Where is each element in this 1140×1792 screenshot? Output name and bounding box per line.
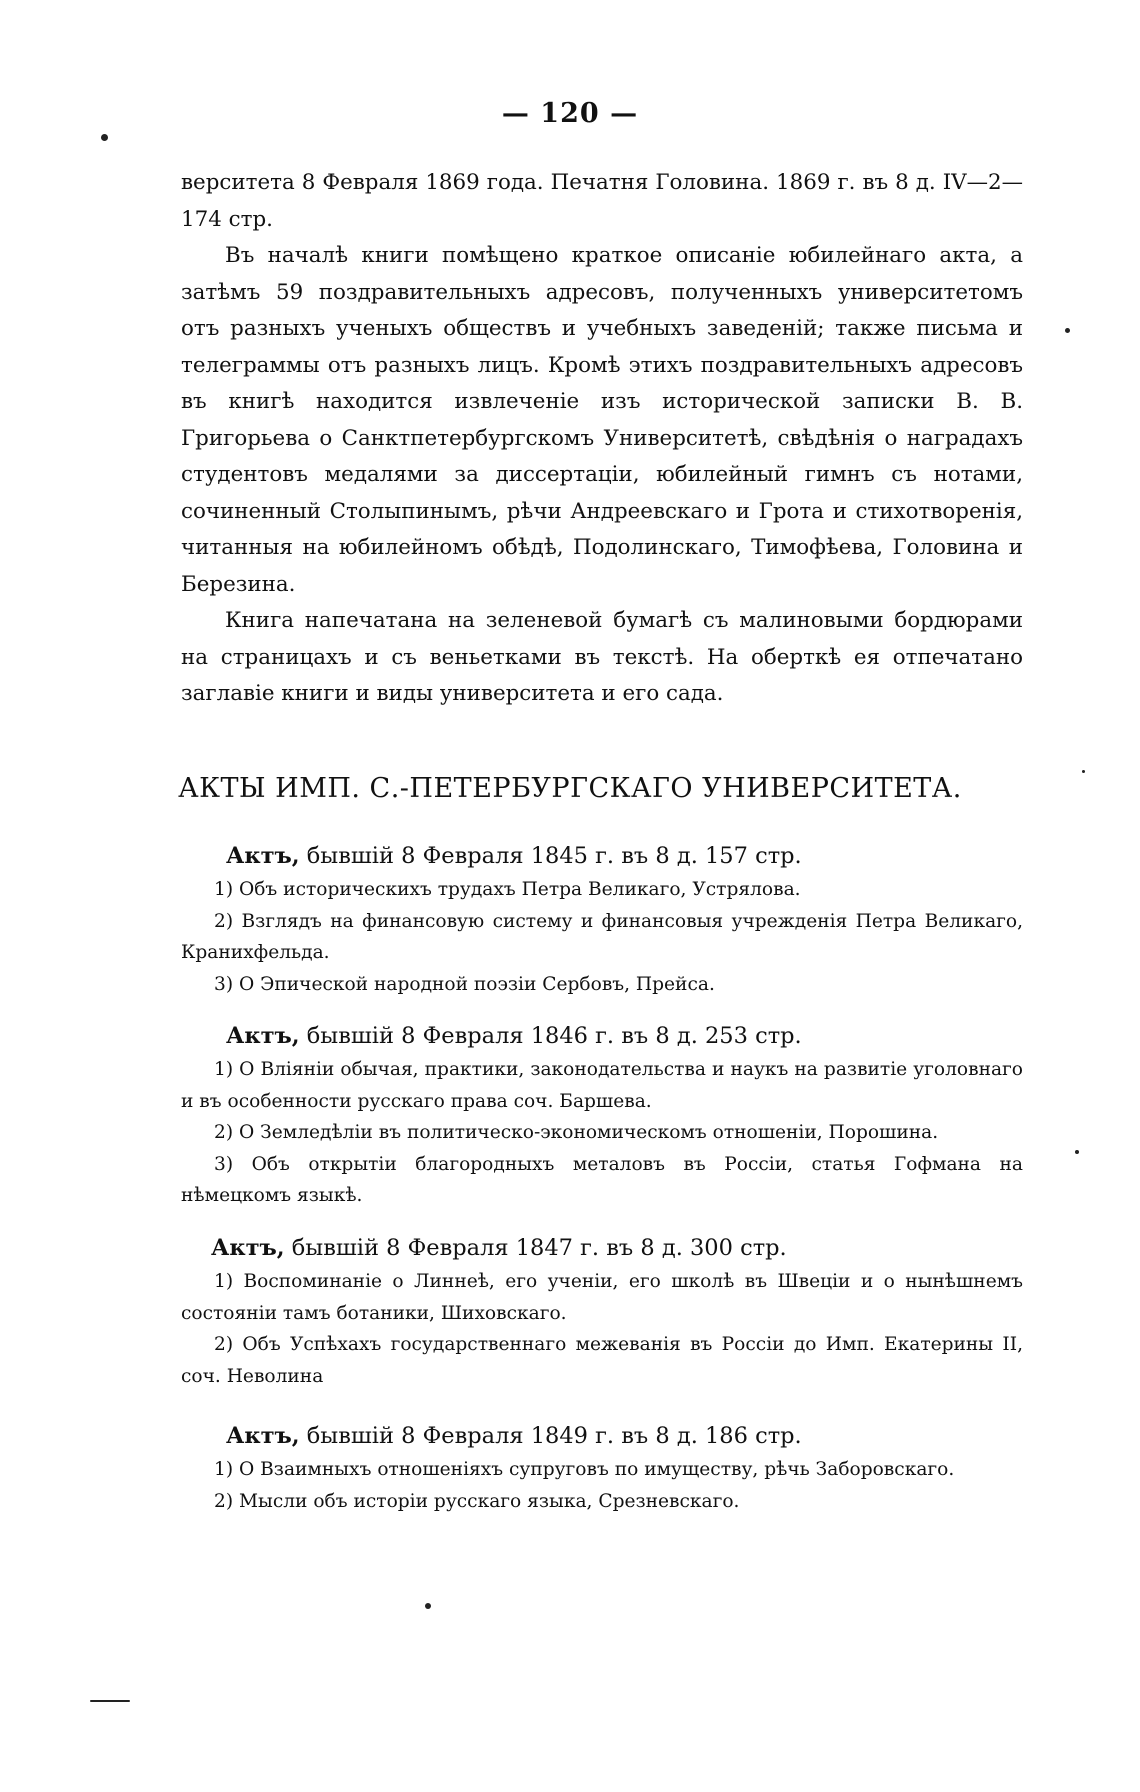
intro-text xyxy=(181,165,1023,713)
act-item: 1) О Взаимныхъ отношеніяхъ супруговъ по имуществу, рѣчь Заборовскаго. xyxy=(214,1459,955,1480)
act-item: 1) Объ историческихъ трудахъ Петра Великаго, Устрялова. xyxy=(214,879,801,900)
act-title xyxy=(181,1230,1023,1266)
bibliographic-continuation: верситета 8 Февраля 1869 года. Печатня Головина. 1869 г. въ 8 д. IV—2—174 стр. xyxy=(181,170,1023,232)
scan-speck xyxy=(1075,1150,1079,1154)
act-entry-1847 xyxy=(181,1230,1023,1392)
act-title-text: бывшій 8 Февраля 1846 г. въ 8 д. 253 стр. xyxy=(299,1023,802,1049)
act-title-text: бывшій 8 Февраля 1845 г. въ 8 д. 157 стр. xyxy=(299,843,802,869)
description-paragraph: Въ началѣ книги помѣщено краткое описаніе юбилейнаго акта, а затѣмъ 59 поздравительныхъ адресовъ, полученныхъ университетомъ отъ разныхъ ученыхъ обществъ и учебныхъ заведеній; также письма и телеграммы отъ разныхъ лицъ. Кромѣ этихъ поздравительныхъ адресовъ въ книгѣ находится извлеченіе изъ исторической записки В. В. Григорьева о Санктпетербургскомъ Университетѣ, свѣдѣнія о наградахъ студентовъ медалями за диссертаціи, юбилейный гимнъ съ нотами, сочиненный Столыпинымъ, рѣчи Андреевскаго и Грота и стихотворенія, читанныя на юбилейномъ обѣдѣ, Подолинскаго, Тимофѣева, Головина и Березина. xyxy=(181,243,1023,597)
act-entry-1849 xyxy=(181,1418,1023,1517)
act-item: 2) О Земледѣліи въ политическо-экономическомъ отношеніи, Порошина. xyxy=(214,1122,939,1143)
scan-speck xyxy=(101,134,108,141)
act-item: 2) Мысли объ исторіи русскаго языка, Срезневскаго. xyxy=(214,1490,740,1512)
act-entry-1846 xyxy=(181,1018,1023,1212)
act-title xyxy=(181,1018,1023,1054)
act-title-text: бывшій 8 Февраля 1847 г. въ 8 д. 300 стр. xyxy=(284,1235,787,1261)
act-item: 1) О Вліяніи обычая, практики, законодательства и наукъ на развитіе уголовнаго и въ особенности русскаго права соч. Баршева. xyxy=(181,1059,1023,1112)
act-item: 2) Объ Успѣхахъ государственнаго межеванія въ Россіи до Имп. Екатерины II, соч. Неволина xyxy=(181,1334,1023,1387)
act-entry-1845 xyxy=(181,838,1023,1000)
act-title xyxy=(181,1418,1023,1454)
section-heading: АКТЫ ИМП. С.-ПЕТЕРБУРГСКАГО УНИВЕРСИТЕТА. xyxy=(178,773,962,804)
act-word: Актъ, xyxy=(226,843,300,869)
binding-paragraph: Книга напечатана на зеленевой бумагѣ съ малиновыми бордюрами на страницахъ и съ веньетками въ текстѣ. На оберткѣ ея отпечатано заглавіе книги и виды университета и его сада. xyxy=(181,608,1023,706)
page-number: — 120 — xyxy=(501,98,639,129)
act-item: 3) О Эпической народной поэзіи Сербовъ, Прейса. xyxy=(214,973,715,995)
scan-speck xyxy=(425,1603,431,1609)
act-item: 2) Взглядъ на финансовую систему и финансовыя учрежденія Петра Великаго, Кранихфельда. xyxy=(181,910,1023,963)
act-word: Актъ, xyxy=(211,1235,285,1261)
act-item: 1) Воспоминаніе о Линнеѣ, его ученіи, его школѣ въ Швеціи и о нынѣшнемъ состояніи тамъ ботаники, Шиховскаго. xyxy=(181,1271,1023,1324)
scan-speck xyxy=(90,1700,130,1702)
scan-speck xyxy=(1065,328,1070,333)
act-title-text: бывшій 8 Февраля 1849 г. въ 8 д. 186 стр. xyxy=(299,1423,802,1449)
act-word: Актъ, xyxy=(226,1423,300,1449)
act-item: 3) Объ открытіи благородныхъ металовъ въ Россіи, статья Гофмана на нѣмецкомъ языкѣ. xyxy=(181,1153,1023,1206)
act-title xyxy=(181,838,1023,874)
act-word: Актъ, xyxy=(226,1023,300,1049)
